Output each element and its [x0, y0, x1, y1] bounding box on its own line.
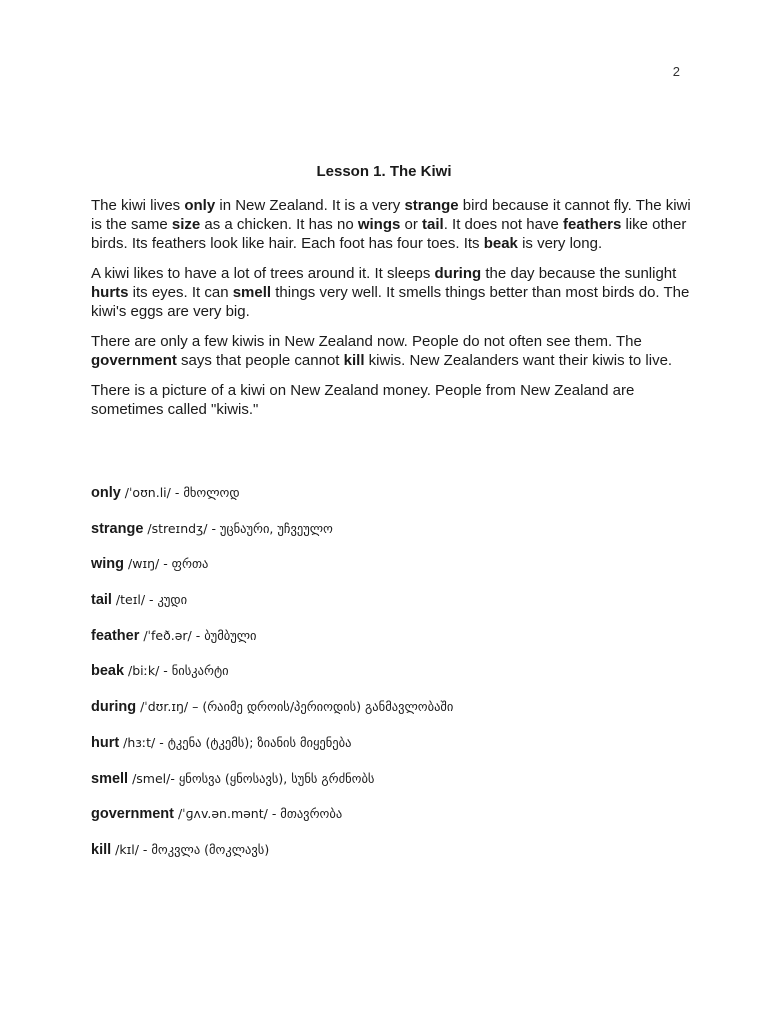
paragraph — [91, 196, 691, 253]
bold-keyword: tail — [422, 216, 444, 233]
paragraph — [91, 381, 691, 419]
vocab-word: smell — [91, 770, 129, 787]
bold-keyword: government — [91, 352, 177, 369]
bold-keyword: size — [171, 216, 201, 233]
bold-keyword: hurts — [91, 284, 129, 301]
text-run: says that people cannot — [176, 352, 344, 369]
text-run: like other birds. Its feathers look like hair. Each foot has four toes. Its — [91, 216, 687, 252]
text-run: . It does not have — [443, 216, 563, 233]
text-run: things very well. It smells things better than most birds do. The kiwi's eggs are very big. — [91, 284, 690, 320]
text-run: There is a picture of a kiwi on New Zealand money. People from New Zealand are sometimes called "kiwis." — [91, 382, 635, 418]
lesson-title: Lesson 1. The Kiwi — [316, 163, 452, 180]
paragraph — [91, 264, 691, 321]
paragraph — [91, 332, 691, 370]
bold-keyword: feathers — [562, 216, 622, 233]
vocab-definition: /ˈɡʌv.ən.mənt/ - მთავრობა — [174, 806, 343, 822]
vocab-word: kill — [91, 841, 112, 858]
vocab-word: during — [91, 699, 137, 716]
vocab-word: government — [91, 806, 174, 823]
text-run: or — [400, 216, 423, 233]
vocab-item — [91, 733, 711, 769]
vocab-definition: /ˈdʊr.ɪŋ/ – (რაიმე დროის/პერიოდის) განმავლობაში — [136, 699, 454, 715]
vocab-definition: /hɜːt/ - ტკენა (ტკემს); ზიანის მიყენება — [119, 734, 352, 750]
vocab-item — [91, 697, 711, 733]
vocab-item — [91, 661, 711, 697]
vocab-definition: /ˈfeð.ər/ - ბუმბული — [139, 627, 257, 643]
bold-keyword: smell — [232, 284, 272, 301]
text-run: The kiwi lives — [91, 197, 185, 214]
vocab-word: beak — [91, 663, 125, 680]
text-run: is very long. — [517, 235, 603, 252]
vocab-word: feather — [91, 627, 140, 644]
text-run: in New Zealand. It is a very — [215, 197, 405, 214]
vocab-item — [91, 769, 711, 805]
vocabulary-list — [91, 483, 711, 876]
vocab-item — [91, 840, 711, 876]
bold-keyword: wings — [357, 216, 401, 233]
vocab-definition: /biːk/ - ნისკარტი — [124, 663, 229, 679]
vocab-definition: /wɪŋ/ - ფრთა — [124, 556, 209, 572]
page-number: 2 — [672, 64, 680, 79]
bold-keyword: strange — [404, 197, 459, 214]
vocab-definition: /teɪl/ - კუდი — [111, 592, 188, 608]
vocab-word: only — [91, 485, 121, 501]
text-run: the day because the sunlight — [481, 265, 677, 282]
text-run: There are only a few kiwis in New Zealand now. People do not often see them. The — [91, 333, 642, 350]
vocab-item — [91, 519, 711, 555]
text-run: its eyes. It can — [128, 284, 233, 301]
vocab-word: wing — [91, 556, 125, 573]
text-run: kiwis. New Zealanders want their kiwis to live. — [364, 352, 673, 369]
lesson-text — [91, 196, 691, 430]
vocab-item — [91, 804, 711, 840]
vocab-definition: /streɪndʒ/ - უცნაური, უჩვეულო — [143, 520, 333, 536]
vocab-item — [91, 626, 711, 662]
bold-keyword: beak — [483, 235, 518, 252]
vocab-item — [91, 590, 711, 626]
vocab-word: tail — [91, 592, 112, 609]
vocab-item — [91, 554, 711, 590]
text-run: as a chicken. It has no — [200, 216, 358, 233]
vocab-word: strange — [91, 520, 144, 537]
text-run: A kiwi likes to have a lot of trees around it. It sleeps — [91, 265, 435, 282]
bold-keyword: during — [434, 265, 482, 282]
vocab-definition: /kɪl/ - მოკვლა (მოკლავს) — [111, 841, 270, 857]
vocab-definition: /smel/- ყნოსვა (ყნოსავს), სუნს გრძნობს — [128, 770, 375, 786]
text-run: bird because it cannot fly. The kiwi is the same — [91, 197, 691, 233]
vocab-word: hurt — [91, 734, 120, 751]
vocab-item — [91, 483, 711, 519]
vocab-definition: /ˈoʊn.li/ - მხოლოდ — [120, 485, 240, 500]
bold-keyword: only — [184, 197, 216, 214]
bold-keyword: kill — [343, 352, 365, 369]
